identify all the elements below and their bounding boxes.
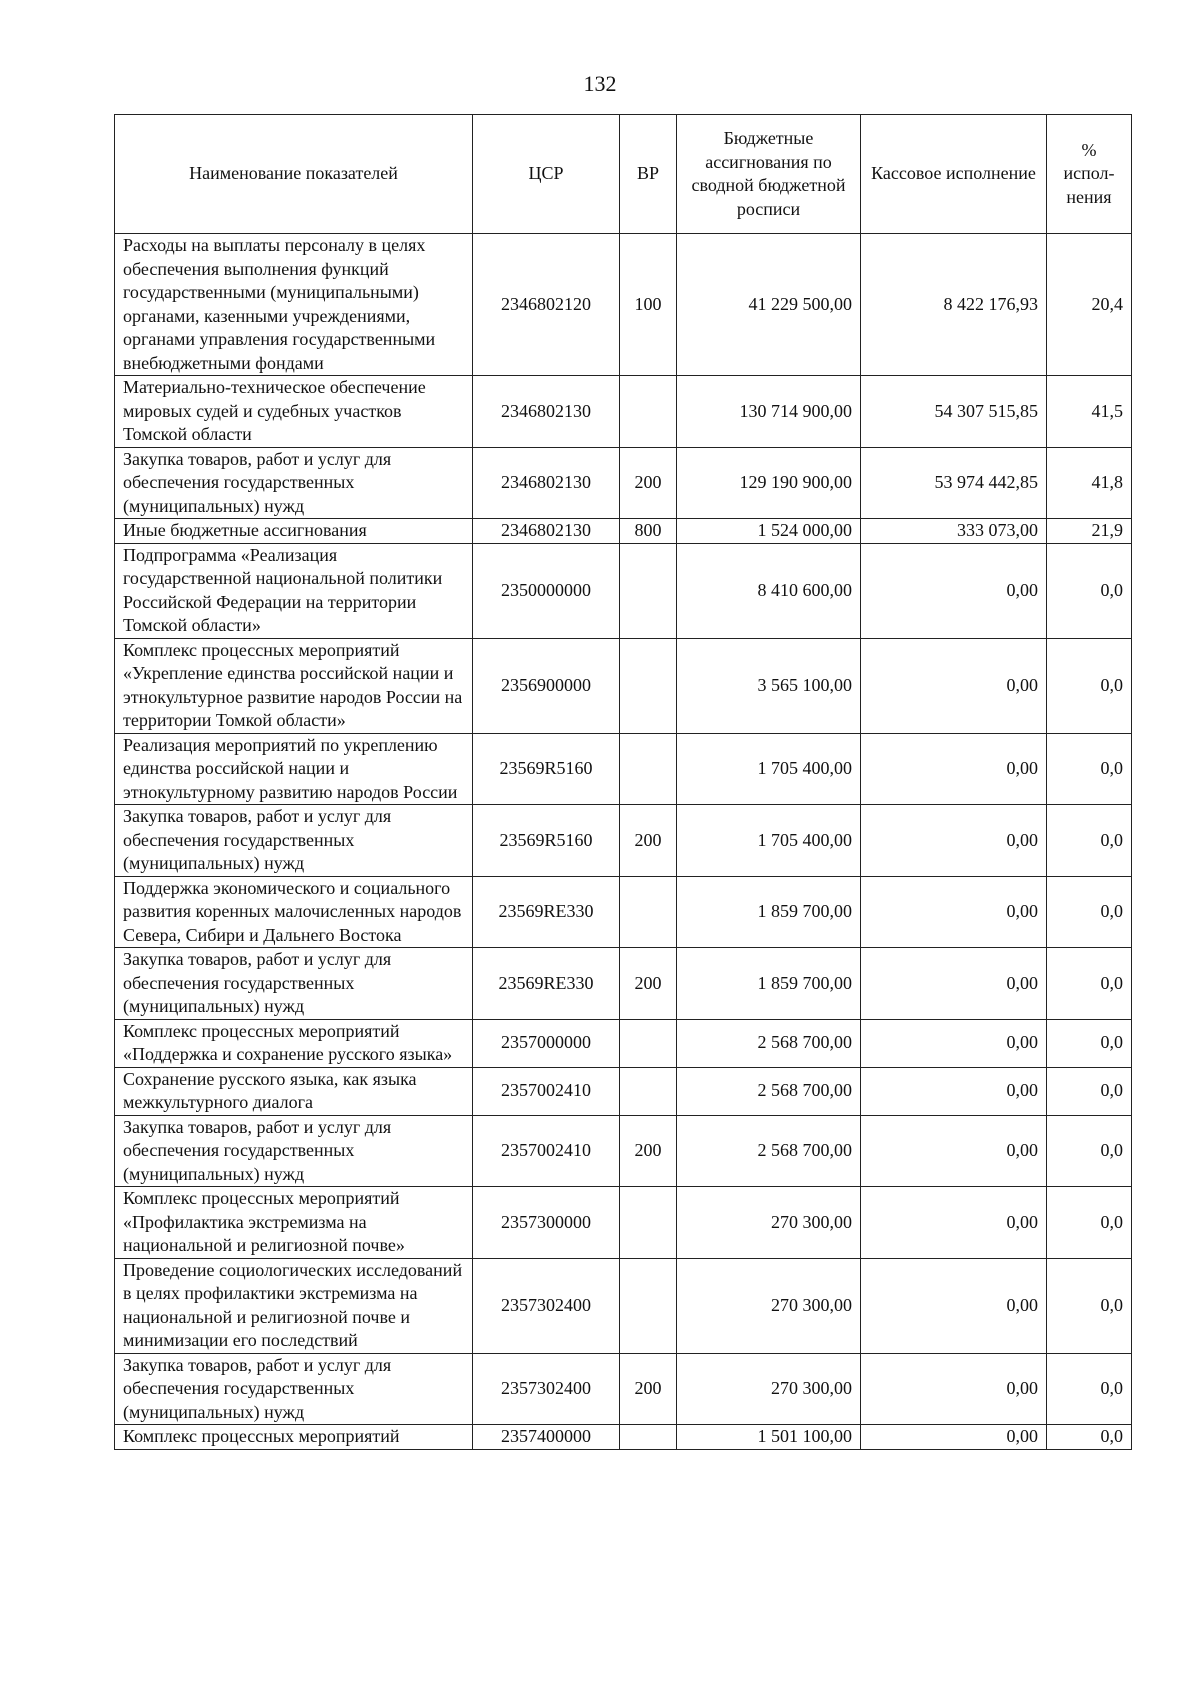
cell-csr: 2357302400: [473, 1258, 620, 1353]
cell-csr: 2346802130: [473, 376, 620, 448]
cell-pct: 0,0: [1047, 1258, 1132, 1353]
cell-budget: 41 229 500,00: [677, 234, 861, 376]
cell-budget: 270 300,00: [677, 1187, 861, 1259]
cell-csr: 2357000000: [473, 1019, 620, 1067]
cell-cash: 333 073,00: [861, 519, 1047, 544]
header-budget: Бюджетные ассигнования по сводной бюджетной росписи: [677, 115, 861, 234]
cell-name: Закупка товаров, работ и услуг для обеспечения государственных (муниципальных) нужд: [115, 1115, 473, 1187]
cell-name: Закупка товаров, работ и услуг для обеспечения государственных (муниципальных) нужд: [115, 1353, 473, 1425]
cell-pct: 0,0: [1047, 876, 1132, 948]
cell-csr: 2357002410: [473, 1115, 620, 1187]
cell-vr: [620, 733, 677, 805]
cell-budget: 130 714 900,00: [677, 376, 861, 448]
table-row: [115, 733, 1132, 805]
cell-budget: 3 565 100,00: [677, 638, 861, 733]
cell-name: Закупка товаров, работ и услуг для обеспечения государственных (муниципальных) нужд: [115, 948, 473, 1020]
cell-budget: 270 300,00: [677, 1258, 861, 1353]
cell-csr: 2350000000: [473, 543, 620, 638]
cell-budget: 2 568 700,00: [677, 1115, 861, 1187]
cell-budget: 2 568 700,00: [677, 1019, 861, 1067]
cell-csr: 2357302400: [473, 1353, 620, 1425]
table-row: [115, 1353, 1132, 1425]
cell-csr: 2346802120: [473, 234, 620, 376]
cell-pct: 0,0: [1047, 1187, 1132, 1259]
cell-name: Комплекс процессных мероприятий «Поддержка и сохранение русского языка»: [115, 1019, 473, 1067]
cell-cash: 0,00: [861, 1425, 1047, 1450]
cell-pct: 21,9: [1047, 519, 1132, 544]
header-name: Наименование показателей: [115, 115, 473, 234]
cell-csr: 2357300000: [473, 1187, 620, 1259]
cell-vr: [620, 1187, 677, 1259]
cell-budget: 1 859 700,00: [677, 948, 861, 1020]
cell-name: Комплекс процессных мероприятий: [115, 1425, 473, 1450]
cell-vr: [620, 1258, 677, 1353]
table-row: [115, 638, 1132, 733]
cell-budget: 2 568 700,00: [677, 1067, 861, 1115]
header-csr: ЦСР: [473, 115, 620, 234]
cell-vr: [620, 1425, 677, 1450]
cell-vr: 200: [620, 1353, 677, 1425]
cell-cash: 0,00: [861, 1019, 1047, 1067]
cell-name: Проведение социологических исследований в целях профилактики экстремизма на национальной и религиозной почве и минимизации его последствий: [115, 1258, 473, 1353]
cell-pct: 20,4: [1047, 234, 1132, 376]
cell-csr: 23569RE330: [473, 948, 620, 1020]
cell-pct: 0,0: [1047, 1067, 1132, 1115]
cell-vr: 800: [620, 519, 677, 544]
table-row: [115, 1258, 1132, 1353]
table-header-row: [115, 115, 1132, 234]
cell-csr: 2346802130: [473, 447, 620, 519]
cell-vr: [620, 543, 677, 638]
cell-name: Сохранение русского языка, как языка межкультурного диалога: [115, 1067, 473, 1115]
cell-cash: 0,00: [861, 1187, 1047, 1259]
table-row: [115, 1019, 1132, 1067]
table-row: [115, 234, 1132, 376]
cell-budget: 1 859 700,00: [677, 876, 861, 948]
cell-cash: 0,00: [861, 733, 1047, 805]
cell-vr: [620, 876, 677, 948]
table-row: [115, 1187, 1132, 1259]
cell-name: Расходы на выплаты персоналу в целях обеспечения выполнения функций государственными (муниципальными) органами, казенными учреждениями, органами управления государственными внебюджетными фондами: [115, 234, 473, 376]
cell-csr: 23569RE330: [473, 876, 620, 948]
cell-cash: 0,00: [861, 805, 1047, 877]
cell-pct: 41,8: [1047, 447, 1132, 519]
header-pct: % испол-нения: [1047, 115, 1132, 234]
cell-budget: 270 300,00: [677, 1353, 861, 1425]
cell-cash: 0,00: [861, 1258, 1047, 1353]
cell-name: Материально-техническое обеспечение мировых судей и судебных участков Томской области: [115, 376, 473, 448]
cell-csr: 2356900000: [473, 638, 620, 733]
table-row: [115, 543, 1132, 638]
cell-pct: 0,0: [1047, 543, 1132, 638]
cell-cash: 0,00: [861, 876, 1047, 948]
cell-vr: [620, 1019, 677, 1067]
cell-pct: 0,0: [1047, 1353, 1132, 1425]
cell-vr: 200: [620, 447, 677, 519]
cell-cash: 0,00: [861, 638, 1047, 733]
cell-name: Подпрограмма «Реализация государственной национальной политики Российской Федерации на территории Томской области»: [115, 543, 473, 638]
cell-pct: 0,0: [1047, 948, 1132, 1020]
cell-csr: 2357002410: [473, 1067, 620, 1115]
cell-vr: [620, 376, 677, 448]
cell-name: Иные бюджетные ассигнования: [115, 519, 473, 544]
cell-budget: 8 410 600,00: [677, 543, 861, 638]
cell-pct: 0,0: [1047, 1019, 1132, 1067]
cell-pct: 0,0: [1047, 1115, 1132, 1187]
cell-name: Поддержка экономического и социального развития коренных малочисленных народов Севера, Сибири и Дальнего Востока: [115, 876, 473, 948]
cell-budget: 1 705 400,00: [677, 733, 861, 805]
cell-pct: 41,5: [1047, 376, 1132, 448]
cell-cash: 0,00: [861, 543, 1047, 638]
table-row: [115, 376, 1132, 448]
table-row: [115, 876, 1132, 948]
cell-cash: 53 974 442,85: [861, 447, 1047, 519]
cell-cash: 8 422 176,93: [861, 234, 1047, 376]
cell-budget: 1 705 400,00: [677, 805, 861, 877]
cell-budget: 129 190 900,00: [677, 447, 861, 519]
cell-pct: 0,0: [1047, 638, 1132, 733]
table-row: [115, 447, 1132, 519]
cell-pct: 0,0: [1047, 805, 1132, 877]
cell-csr: 23569R5160: [473, 733, 620, 805]
cell-name: Реализация мероприятий по укреплению единства российской нации и этнокультурному развитию народов России: [115, 733, 473, 805]
cell-name: Закупка товаров, работ и услуг для обеспечения государственных (муниципальных) нужд: [115, 805, 473, 877]
table-row: [115, 519, 1132, 544]
cell-csr: 23569R5160: [473, 805, 620, 877]
cell-pct: 0,0: [1047, 1425, 1132, 1450]
cell-name: Комплекс процессных мероприятий «Профилактика экстремизма на национальной и религиозной почве»: [115, 1187, 473, 1259]
cell-vr: 100: [620, 234, 677, 376]
table-row: [115, 1425, 1132, 1450]
cell-budget: 1 501 100,00: [677, 1425, 861, 1450]
header-vr: ВР: [620, 115, 677, 234]
table-row: [115, 948, 1132, 1020]
cell-cash: 0,00: [861, 1353, 1047, 1425]
cell-cash: 0,00: [861, 948, 1047, 1020]
cell-csr: 2357400000: [473, 1425, 620, 1450]
cell-vr: 200: [620, 1115, 677, 1187]
table-row: [115, 805, 1132, 877]
budget-execution-table: [114, 114, 1132, 1450]
cell-budget: 1 524 000,00: [677, 519, 861, 544]
cell-cash: 0,00: [861, 1115, 1047, 1187]
cell-cash: 0,00: [861, 1067, 1047, 1115]
table-row: [115, 1067, 1132, 1115]
table-row: [115, 1115, 1132, 1187]
cell-vr: [620, 638, 677, 733]
cell-vr: 200: [620, 948, 677, 1020]
cell-name: Закупка товаров, работ и услуг для обеспечения государственных (муниципальных) нужд: [115, 447, 473, 519]
header-cash: Кассовое исполнение: [861, 115, 1047, 234]
cell-vr: 200: [620, 805, 677, 877]
cell-vr: [620, 1067, 677, 1115]
cell-cash: 54 307 515,85: [861, 376, 1047, 448]
cell-pct: 0,0: [1047, 733, 1132, 805]
cell-name: Комплекс процессных мероприятий «Укрепление единства российской нации и этнокультурное развитие народов России на территории Томкой области»: [115, 638, 473, 733]
page-number: 132: [583, 71, 617, 96]
cell-csr: 2346802130: [473, 519, 620, 544]
